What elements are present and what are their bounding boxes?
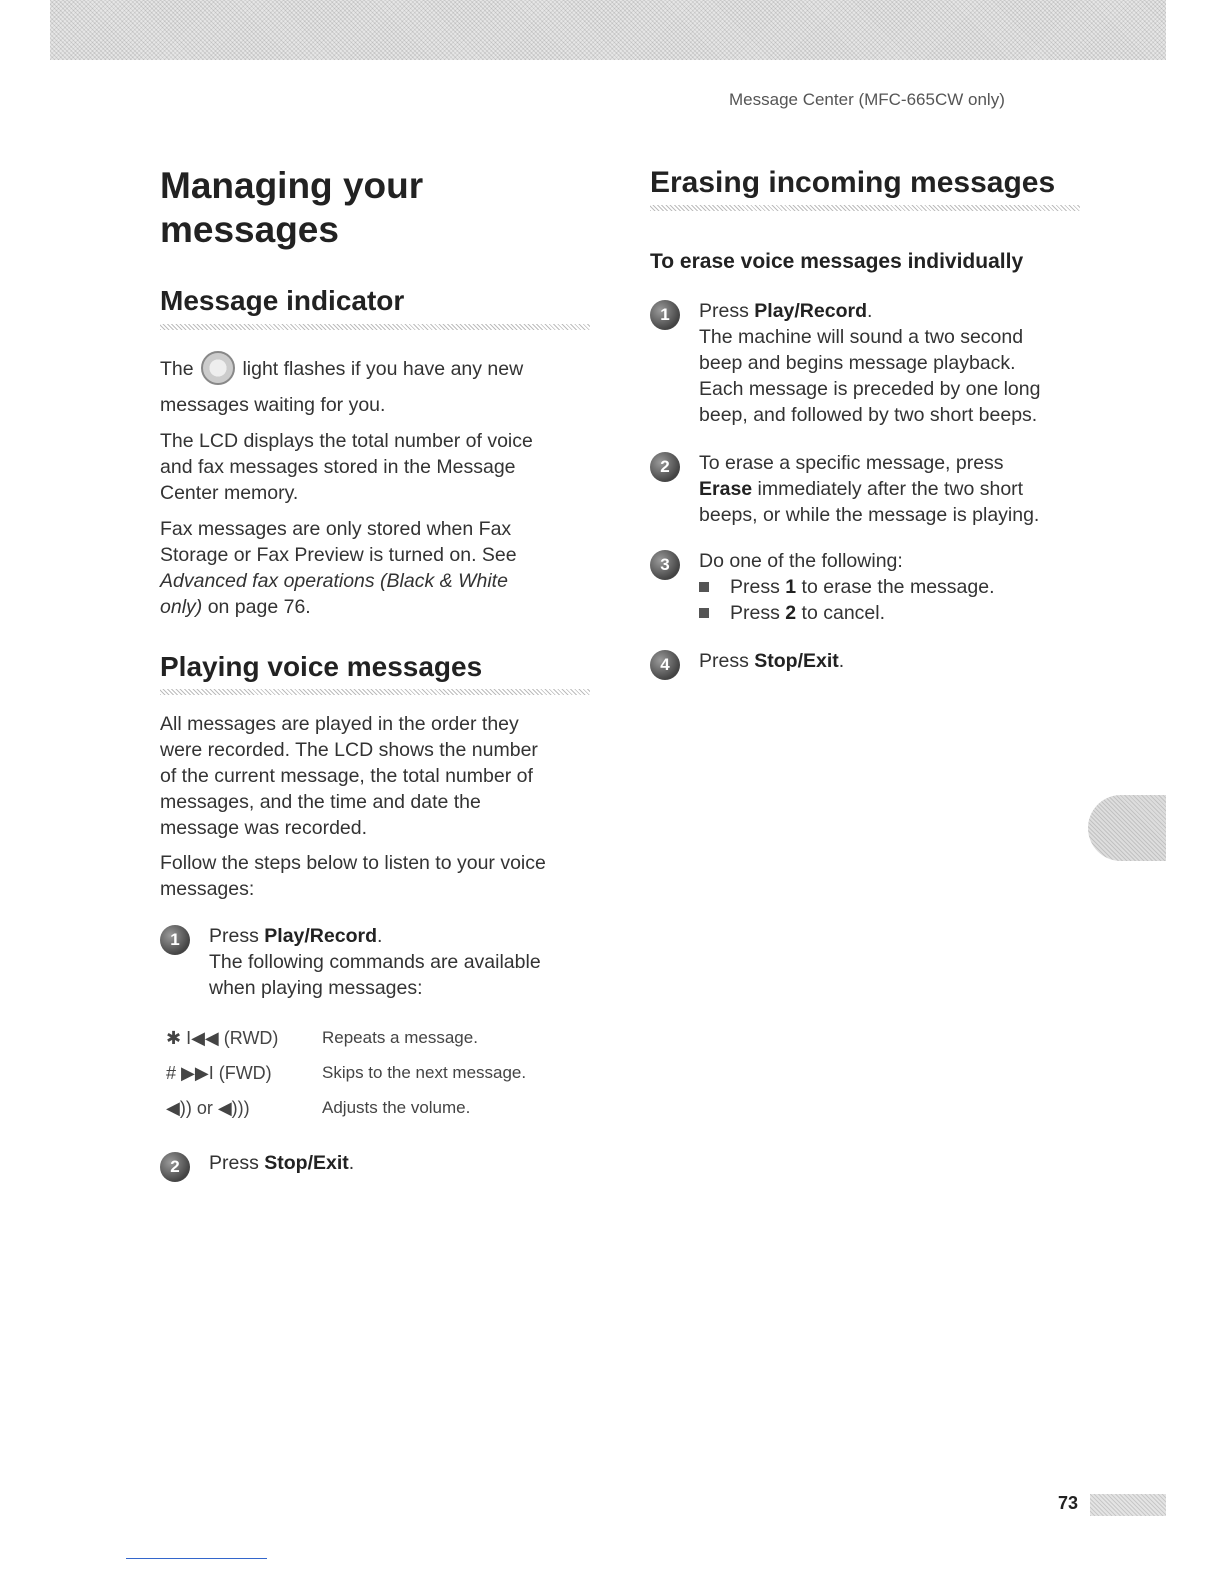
- page-number-swatch: [1090, 1494, 1166, 1516]
- para-line: Follow the steps below to listen to your voice: [160, 852, 546, 874]
- bullet-square-icon: [699, 582, 709, 592]
- para-line: The LCD displays the total number of voice: [160, 430, 533, 452]
- para-line: Fax messages are only stored when Fax: [160, 518, 512, 540]
- playing-para-1: [160, 711, 538, 841]
- command-desc: Skips to the next message.: [322, 1063, 527, 1082]
- bullet-square-icon: [699, 608, 709, 618]
- cross-reference-link[interactable]: only): [160, 596, 203, 618]
- cross-reference-link[interactable]: Advanced fax operations (Black & White: [160, 570, 508, 592]
- step-text: Press: [209, 1152, 265, 1174]
- page-title-line2: messages: [160, 209, 339, 250]
- command-desc: Adjusts the volume.: [322, 1098, 471, 1117]
- subheading: To erase voice messages individually: [650, 250, 1024, 273]
- running-head: Message Center (MFC-665CW only): [729, 90, 1005, 109]
- para-line: Storage or Fax Preview is turned on. See: [160, 544, 517, 566]
- para-line: message was recorded.: [160, 817, 368, 839]
- step-text: The machine will sound a two second: [699, 326, 1024, 348]
- section-rule: [160, 324, 590, 330]
- step-text: Press: [699, 300, 755, 322]
- step-text: The following commands are available: [209, 951, 541, 973]
- indicator-para-3: [160, 516, 517, 620]
- step-number-badge: 2: [160, 1152, 190, 1182]
- erase-step-2: [650, 450, 1086, 530]
- step-text: to erase the message.: [796, 576, 995, 598]
- step-text: To erase a specific message, press: [699, 452, 1004, 474]
- section-heading-indicator: Message indicator: [160, 285, 405, 316]
- section-heading-erasing: Erasing incoming messages: [650, 166, 1056, 199]
- step-text: beep and begins message playback.: [699, 352, 1016, 374]
- step-text: Press: [730, 602, 786, 624]
- step-text: Do one of the following:: [699, 550, 903, 572]
- key-name: Play/Record: [264, 925, 377, 947]
- header-band: [50, 0, 1166, 60]
- footer-line: [126, 1558, 267, 1559]
- key-name: Stop/Exit: [264, 1152, 349, 1174]
- step-text: Press: [209, 925, 265, 947]
- para-text: on page 76.: [202, 596, 311, 618]
- para-line: were recorded. The LCD shows the number: [160, 739, 538, 761]
- key-name: 1: [785, 576, 797, 598]
- playing-step-2: [160, 1150, 590, 1182]
- indicator-para-1: [160, 353, 523, 387]
- key-name: Erase: [699, 478, 753, 500]
- step-text: immediately after the two short: [752, 478, 1024, 500]
- section-heading-playing: Playing voice messages: [160, 651, 483, 682]
- command-key-rwd: ✱ I◀◀ (RWD): [166, 1028, 279, 1048]
- step-text: Press: [730, 576, 786, 598]
- erase-step-3: [650, 548, 1086, 628]
- step-text: Each message is preceded by one long: [699, 378, 1041, 400]
- para-line: of the current message, the total number of: [160, 765, 533, 787]
- playing-para-2: [160, 850, 546, 902]
- section-rule: [650, 205, 1080, 211]
- indicator-para-2: [160, 428, 533, 506]
- para-line: Center memory.: [160, 482, 299, 504]
- step-text: .: [838, 650, 845, 672]
- step-number-badge: 1: [650, 300, 680, 330]
- key-name: 2: [785, 602, 797, 624]
- para-text: The: [160, 358, 194, 381]
- step-number-badge: 1: [160, 925, 190, 955]
- command-key-volume: ◀)) or ◀))): [166, 1098, 250, 1118]
- indicator-para-1b: messages waiting for you.: [160, 394, 386, 416]
- step-text: beep, and followed by two short beeps.: [699, 404, 1038, 426]
- step-number-badge: 2: [650, 452, 680, 482]
- para-line: messages:: [160, 878, 255, 900]
- command-key-fwd: # ▶▶I (FWD): [166, 1063, 272, 1083]
- key-name: Stop/Exit: [754, 650, 839, 672]
- key-name: Play/Record: [754, 300, 867, 322]
- para-text: light flashes if you have any new: [242, 358, 524, 381]
- page-number: 73: [1058, 1493, 1079, 1513]
- para-line: and fax messages stored in the Message: [160, 456, 516, 478]
- section-rule: [160, 689, 590, 695]
- step-text: .: [376, 925, 383, 947]
- step-text: when playing messages:: [209, 977, 423, 999]
- bullet-item: [699, 600, 995, 626]
- command-desc: Repeats a message.: [322, 1028, 478, 1047]
- bullet-item: [699, 574, 995, 600]
- step-text: Press: [699, 650, 755, 672]
- step-text: to cancel.: [796, 602, 886, 624]
- message-led-icon: [201, 351, 235, 385]
- step-text: .: [866, 300, 873, 322]
- playing-step-1: [160, 923, 590, 1003]
- chapter-thumb-tab: [1088, 795, 1166, 861]
- page-title-line1: Managing your: [160, 165, 424, 206]
- erase-step-1: [650, 298, 1086, 428]
- para-line: All messages are played in the order they: [160, 713, 519, 735]
- step-number-badge: 4: [650, 650, 680, 680]
- step-number-badge: 3: [650, 550, 680, 580]
- step-text: .: [348, 1152, 355, 1174]
- para-line: messages, and the time and date the: [160, 791, 481, 813]
- step-text: beeps, or while the message is playing.: [699, 504, 1040, 526]
- erase-step-4: [650, 648, 1086, 680]
